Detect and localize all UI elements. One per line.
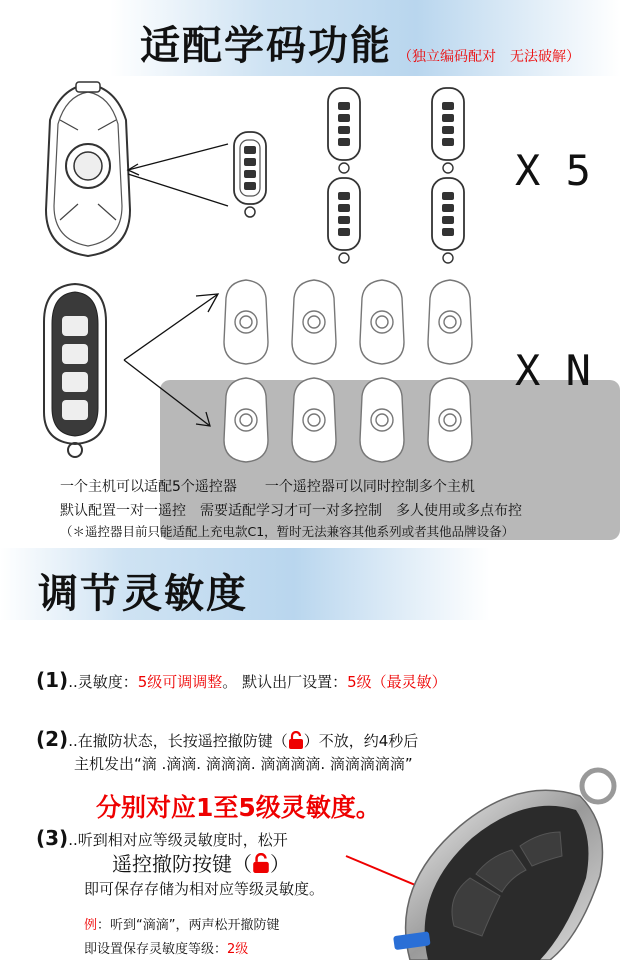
section1-title: 适配学码功能 [140,23,392,69]
example-text-2b: 2级 [227,942,249,957]
example-line2 [84,938,248,957]
example-line1 [84,914,280,933]
step1-number: (1) [36,668,69,692]
unlock-icon-2 [252,853,270,873]
step1 [36,668,447,692]
step2-line2: 主机发出“滴 .滴滴. 滴滴滴. 滴滴滴滴. 滴滴滴滴滴” [74,755,413,773]
step2-line1 [36,727,418,751]
section1-subtitle: （独立编码配对 无法破解） [398,49,580,65]
step1-red1: 5级可调调整 [137,673,223,691]
arrows-top [120,140,230,210]
unlock-icon [288,731,304,749]
key-fob-single [230,130,270,220]
step3-text-2a: 遥控撤防按键（ [112,852,252,876]
example-text-1: ：听到“滴滴”，两声松开撤防键 [97,918,280,933]
step3-text-1: ..听到相对应等级灵敏度时，松开 [68,831,288,849]
key-fob-group-x5 [320,86,480,266]
arrows-bottom [110,290,220,430]
note-line-3: （＊遥控器目前只能适配上充电款C1，暂时无法兼容其他系列或者其他品牌设备） [60,524,515,539]
step3-line2 [112,848,290,877]
step3-line1 [36,826,288,850]
step2-number: (2) [36,727,69,751]
note-line-2: 默认配置一对一遥控 需要适配学习才可一对多控制 多人使用或多点布控 [60,503,522,519]
sensitivity-levels-banner: 分别对应1至5级灵敏度。 [96,793,381,822]
host-device-group-xn [218,276,478,476]
key-fob-photo [350,766,620,960]
step1-mid: 。 默认出厂设置： [222,673,348,691]
note-line-1: 一个主机可以适配5个遥控器 一个遥控器可以同时控制多个主机 [60,479,475,495]
step2-text-b: ）不放，约4秒后 [303,732,419,750]
key-fob-large [40,282,110,462]
example-label: 例 [84,918,98,933]
step3-number: (3) [36,826,69,850]
step2-text-a: ..在撤防状态，长按遥控撤防键（ [68,732,288,750]
multiplier-xn: X N [515,346,591,395]
step3-text-2b: ） [270,852,290,876]
step1-red2: 5级（最灵敏） [347,673,447,691]
multiplier-x5: X 5 [515,146,591,195]
section2-title: 调节灵敏度 [38,571,248,617]
step1-prefix: ..灵敏度： [68,673,138,691]
step3-line3: 即可保存存储为相对应等级灵敏度。 [84,880,325,898]
example-text-2a: 即设置保存灵敏度等级： [84,942,228,957]
